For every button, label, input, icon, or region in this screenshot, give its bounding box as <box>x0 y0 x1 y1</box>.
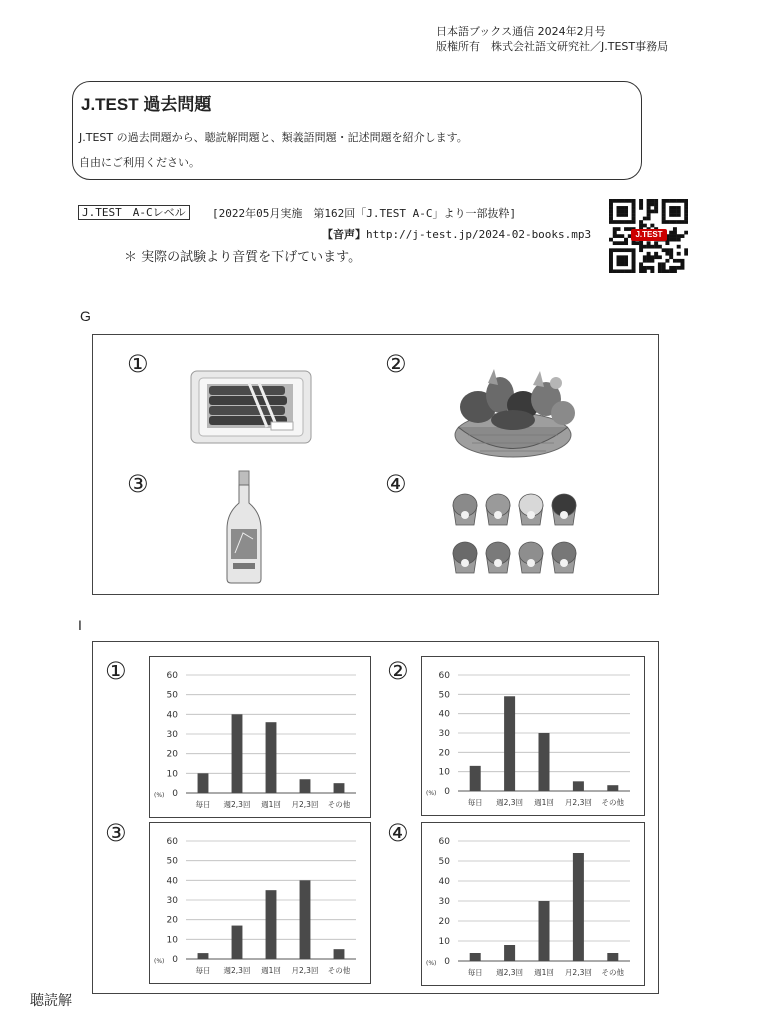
y-tick-label: 0 <box>172 955 178 965</box>
section-i-panel <box>92 641 659 994</box>
intro-line-1: J.TEST の過去問題から、聴読解問題と、類義語問題・記述問題を紹介します。 <box>79 131 468 144</box>
bar <box>232 714 243 793</box>
bar <box>232 926 243 959</box>
level-label: J.TEST A-Cレベル <box>78 205 190 220</box>
info-row <box>78 204 190 220</box>
y-tick-label: 10 <box>438 937 450 947</box>
x-tick-label: 週1回 <box>261 966 281 975</box>
audio-label: 【音声】 <box>322 228 366 241</box>
bar <box>573 853 584 961</box>
section-g-label: G <box>80 308 91 324</box>
y-tick-label: 30 <box>166 896 178 906</box>
bar <box>538 733 549 791</box>
vegetable-basket-icon <box>438 365 588 465</box>
x-tick-label: 毎日 <box>467 798 483 807</box>
bar <box>607 785 618 791</box>
page-title: J.TEST 過去問題 <box>81 95 212 114</box>
y-tick-label: 40 <box>166 876 178 887</box>
y-tick-label: 60 <box>438 837 450 847</box>
copyright-line: 版権所有 株式会社語文研究社／J.TEST事務局 <box>436 40 669 53</box>
y-tick-label: 10 <box>166 935 178 946</box>
y-axis-unit: (%) <box>154 792 165 799</box>
chart-1 <box>149 656 371 818</box>
bar <box>573 781 584 791</box>
x-tick-label: 週2,3回 <box>496 968 524 977</box>
y-tick-label: 40 <box>166 710 178 721</box>
option-2-number: ② <box>385 350 407 378</box>
x-tick-label: 月2,3回 <box>291 800 319 809</box>
chart-3 <box>149 822 371 984</box>
chart-2-number: ② <box>387 657 409 685</box>
y-tick-label: 30 <box>438 897 450 907</box>
y-tick-label: 50 <box>438 690 450 701</box>
chart-4 <box>421 822 645 986</box>
x-tick-label: 毎日 <box>195 800 211 809</box>
y-axis-unit: (%) <box>426 790 437 797</box>
bar <box>198 773 209 793</box>
section-name-footer: 聴読解 <box>30 993 72 1009</box>
option-4-number: ④ <box>385 470 407 498</box>
audio-row <box>322 226 591 242</box>
bar <box>266 890 277 959</box>
y-tick-label: 30 <box>438 729 450 739</box>
y-tick-label: 20 <box>438 748 450 759</box>
y-tick-label: 0 <box>444 957 450 967</box>
x-tick-label: 月2,3回 <box>291 966 319 975</box>
section-g-panel <box>92 334 659 595</box>
chart-3-number: ③ <box>105 819 127 847</box>
y-tick-label: 60 <box>166 837 178 847</box>
bar <box>300 779 311 793</box>
x-tick-label: 毎日 <box>195 966 211 975</box>
y-axis-unit: (%) <box>154 958 165 965</box>
y-tick-label: 40 <box>438 877 450 887</box>
x-tick-label: その他 <box>327 966 351 975</box>
x-tick-label: 毎日 <box>467 968 483 977</box>
option-3-number: ③ <box>127 470 149 498</box>
qr-code[interactable] <box>609 199 688 273</box>
y-tick-label: 50 <box>166 690 178 701</box>
intro-line-2: 自由にご利用ください。 <box>79 156 200 169</box>
wine-bottle-icon <box>223 469 265 585</box>
bar <box>334 783 345 793</box>
intro-box <box>72 81 642 180</box>
qr-caption: J.TEST <box>631 229 667 241</box>
newsletter-issue: 日本語ブックス通信 2024年2月号 <box>436 25 606 38</box>
y-tick-label: 10 <box>438 767 450 778</box>
bar <box>266 722 277 793</box>
bar <box>470 766 481 791</box>
y-tick-label: 0 <box>172 789 178 799</box>
y-tick-label: 0 <box>444 787 450 797</box>
section-i-label: I <box>78 617 82 633</box>
x-tick-label: その他 <box>601 798 625 807</box>
chart-2 <box>421 656 645 816</box>
y-tick-label: 10 <box>166 769 178 780</box>
y-tick-label: 50 <box>166 856 178 867</box>
bar <box>607 953 618 961</box>
tuna-sashimi-tray-icon <box>189 369 313 445</box>
x-tick-label: その他 <box>327 800 351 809</box>
y-tick-label: 30 <box>166 730 178 740</box>
y-tick-label: 60 <box>438 671 450 681</box>
bar <box>198 953 209 959</box>
sound-quality-note: ＊ 実際の試験より音質を下げています。 <box>124 250 362 265</box>
x-tick-label: その他 <box>601 968 625 977</box>
x-tick-label: 月2,3回 <box>564 798 592 807</box>
option-1-number: ① <box>127 350 149 378</box>
bar <box>504 696 515 791</box>
x-tick-label: 週1回 <box>261 800 281 809</box>
y-tick-label: 50 <box>438 857 450 867</box>
y-tick-label: 60 <box>166 671 178 681</box>
y-tick-label: 20 <box>166 915 178 926</box>
chart-4-number: ④ <box>387 819 409 847</box>
chart-1-number: ① <box>105 657 127 685</box>
ice-cream-cups-icon <box>449 487 585 579</box>
bar <box>504 945 515 961</box>
bar <box>334 949 345 959</box>
y-tick-label: 40 <box>438 709 450 720</box>
bar <box>538 901 549 961</box>
source-note: [2022年05月実施 第162回「J.TEST A-C」より一部抜粋] <box>212 207 517 220</box>
x-tick-label: 週2,3回 <box>223 966 251 975</box>
x-tick-label: 週1回 <box>534 798 554 807</box>
y-tick-label: 20 <box>166 749 178 760</box>
x-tick-label: 週2,3回 <box>496 798 524 807</box>
audio-link[interactable]: http://j-test.jp/2024-02-books.mp3 <box>366 228 592 241</box>
y-tick-label: 20 <box>438 917 450 927</box>
bar <box>470 953 481 961</box>
x-tick-label: 週1回 <box>534 968 554 977</box>
x-tick-label: 週2,3回 <box>223 800 251 809</box>
y-axis-unit: (%) <box>426 960 437 967</box>
x-tick-label: 月2,3回 <box>564 968 592 977</box>
bar <box>300 880 311 959</box>
